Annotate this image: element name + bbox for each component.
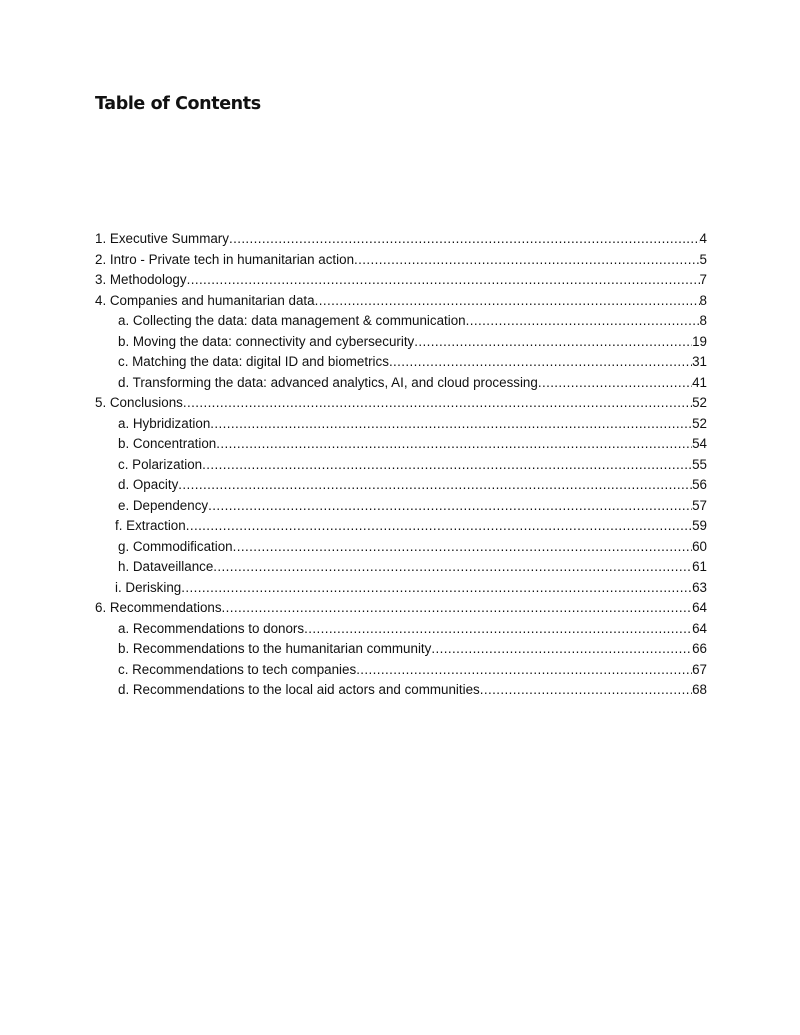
- toc-entry-concentration[interactable]: [95, 434, 707, 455]
- toc-page-number: 57: [692, 497, 707, 513]
- toc-entry-label: b. Concentration: [118, 436, 217, 451]
- toc-entry-conclusions[interactable]: [95, 393, 707, 414]
- page-title: Table of Contents: [95, 94, 261, 114]
- toc-dot-leader: [480, 680, 692, 701]
- toc-dot-leader: [389, 352, 692, 373]
- toc-page-number: 52: [692, 395, 707, 410]
- toc-dot-leader: [356, 660, 692, 681]
- toc-entry-label: 6. Recommendations: [95, 600, 222, 615]
- toc-entry-moving-data[interactable]: [95, 332, 707, 353]
- toc-dot-leader: [431, 639, 692, 660]
- toc-dot-leader: [178, 475, 692, 496]
- toc-page-number: 31: [692, 354, 707, 369]
- toc-dot-leader: [186, 516, 692, 537]
- toc-page-number: 56: [692, 477, 707, 492]
- toc-entry-label: i. Derisking: [115, 579, 182, 595]
- toc-entry-dataveillance[interactable]: [95, 557, 707, 578]
- toc-entry-label: 5. Conclusions: [95, 395, 183, 410]
- toc-dot-leader: [183, 393, 692, 414]
- toc-entry-label: a. Recommendations to donors: [118, 620, 305, 636]
- toc-entry-collecting-data[interactable]: [95, 311, 707, 332]
- toc-page-number: 66: [692, 641, 707, 656]
- toc-dot-leader: [187, 270, 700, 291]
- toc-entry-recommendations-humanitarian[interactable]: [95, 639, 707, 660]
- toc-entry-label: 1. Executive Summary: [95, 231, 229, 246]
- toc-entry-recommendations[interactable]: [95, 598, 707, 619]
- toc-entry-label: g. Commodification: [118, 538, 233, 554]
- toc-dot-leader: [229, 229, 700, 250]
- toc-entry-label: d. Opacity: [118, 477, 179, 492]
- toc-page-number: 52: [692, 415, 707, 431]
- toc-entry-label: a. Collecting the data: data management & communication: [118, 313, 466, 328]
- toc-entry-polarization[interactable]: [95, 455, 707, 476]
- toc-dot-leader: [304, 619, 692, 640]
- toc-entry-dependency[interactable]: [95, 496, 707, 517]
- toc-page-number: 64: [692, 600, 707, 615]
- toc-page-number: 67: [692, 661, 707, 677]
- toc-entry-label: d. Transforming the data: advanced analytics, AI, and cloud processing: [118, 374, 538, 390]
- toc-entry-label: 2. Intro - Private tech in humanitarian action: [95, 251, 355, 267]
- toc-dot-leader: [538, 373, 692, 394]
- toc-entry-companies-humanitarian-data[interactable]: [95, 291, 707, 312]
- toc-page-number: 60: [692, 538, 707, 554]
- toc-entry-extraction[interactable]: [95, 516, 707, 537]
- toc-entry-intro[interactable]: [95, 250, 707, 271]
- toc-dot-leader: [222, 598, 693, 619]
- toc-dot-leader: [202, 455, 692, 476]
- toc-entry-label: h. Dataveillance: [118, 559, 214, 574]
- toc-entry-label: c. Polarization: [118, 456, 203, 472]
- toc-entry-transforming-data[interactable]: [95, 373, 707, 394]
- toc-entry-derisking[interactable]: [95, 578, 707, 599]
- toc-entry-label: 3. Methodology: [95, 272, 187, 287]
- toc-dot-leader: [216, 434, 692, 455]
- toc-page-number: 7: [699, 272, 707, 287]
- toc-page-number: 63: [692, 579, 707, 595]
- toc-page-number: 61: [692, 559, 707, 574]
- toc-page-number: 59: [692, 518, 707, 533]
- toc-entry-recommendations-tech[interactable]: [95, 660, 707, 681]
- toc-dot-leader: [233, 537, 692, 558]
- toc-entry-label: 4. Companies and humanitarian data: [95, 292, 315, 308]
- toc-entry-label: f. Extraction: [115, 518, 186, 533]
- toc-entry-label: c. Recommendations to tech companies: [118, 661, 357, 677]
- toc-entry-label: a. Hybridization: [118, 415, 211, 431]
- toc-page-number: 8: [699, 313, 707, 328]
- toc-page-number: 19: [692, 333, 707, 349]
- toc-page-number: 8: [699, 292, 707, 308]
- toc-entry-recommendations-donors[interactable]: [95, 619, 707, 640]
- toc-dot-leader: [315, 291, 700, 312]
- toc-dot-leader: [466, 311, 700, 332]
- toc-dot-leader: [213, 557, 692, 578]
- toc-dot-leader: [210, 414, 692, 435]
- toc-page-number: 54: [692, 436, 707, 451]
- toc-page-number: 64: [692, 620, 707, 636]
- toc-page-number: 4: [699, 231, 707, 246]
- toc-entry-label: e. Dependency: [118, 497, 209, 513]
- toc-entry-label: c. Matching the data: digital ID and biometrics: [118, 354, 389, 369]
- toc-dot-leader: [414, 332, 692, 353]
- toc-entry-recommendations-local[interactable]: [95, 680, 707, 701]
- toc-page-number: 41: [692, 374, 707, 390]
- toc-entry-opacity[interactable]: [95, 475, 707, 496]
- toc-dot-leader: [181, 578, 692, 599]
- toc-entry-label: b. Moving the data: connectivity and cybersecurity: [118, 333, 415, 349]
- toc-page-number: 68: [692, 682, 707, 697]
- toc-entry-matching-data[interactable]: [95, 352, 707, 373]
- toc-entry-methodology[interactable]: [95, 270, 707, 291]
- toc-dot-leader: [354, 250, 700, 271]
- toc-entry-label: b. Recommendations to the humanitarian community: [118, 641, 432, 656]
- toc-entry-label: d. Recommendations to the local aid actors and communities: [118, 682, 480, 697]
- toc-entry-hybridization[interactable]: [95, 414, 707, 435]
- toc-entry-commodification[interactable]: [95, 537, 707, 558]
- toc-entry-executive-summary[interactable]: [95, 229, 707, 250]
- toc-list: [95, 229, 707, 701]
- toc-page-number: 5: [699, 251, 707, 267]
- toc-dot-leader: [208, 496, 692, 517]
- toc-page-number: 55: [692, 456, 707, 472]
